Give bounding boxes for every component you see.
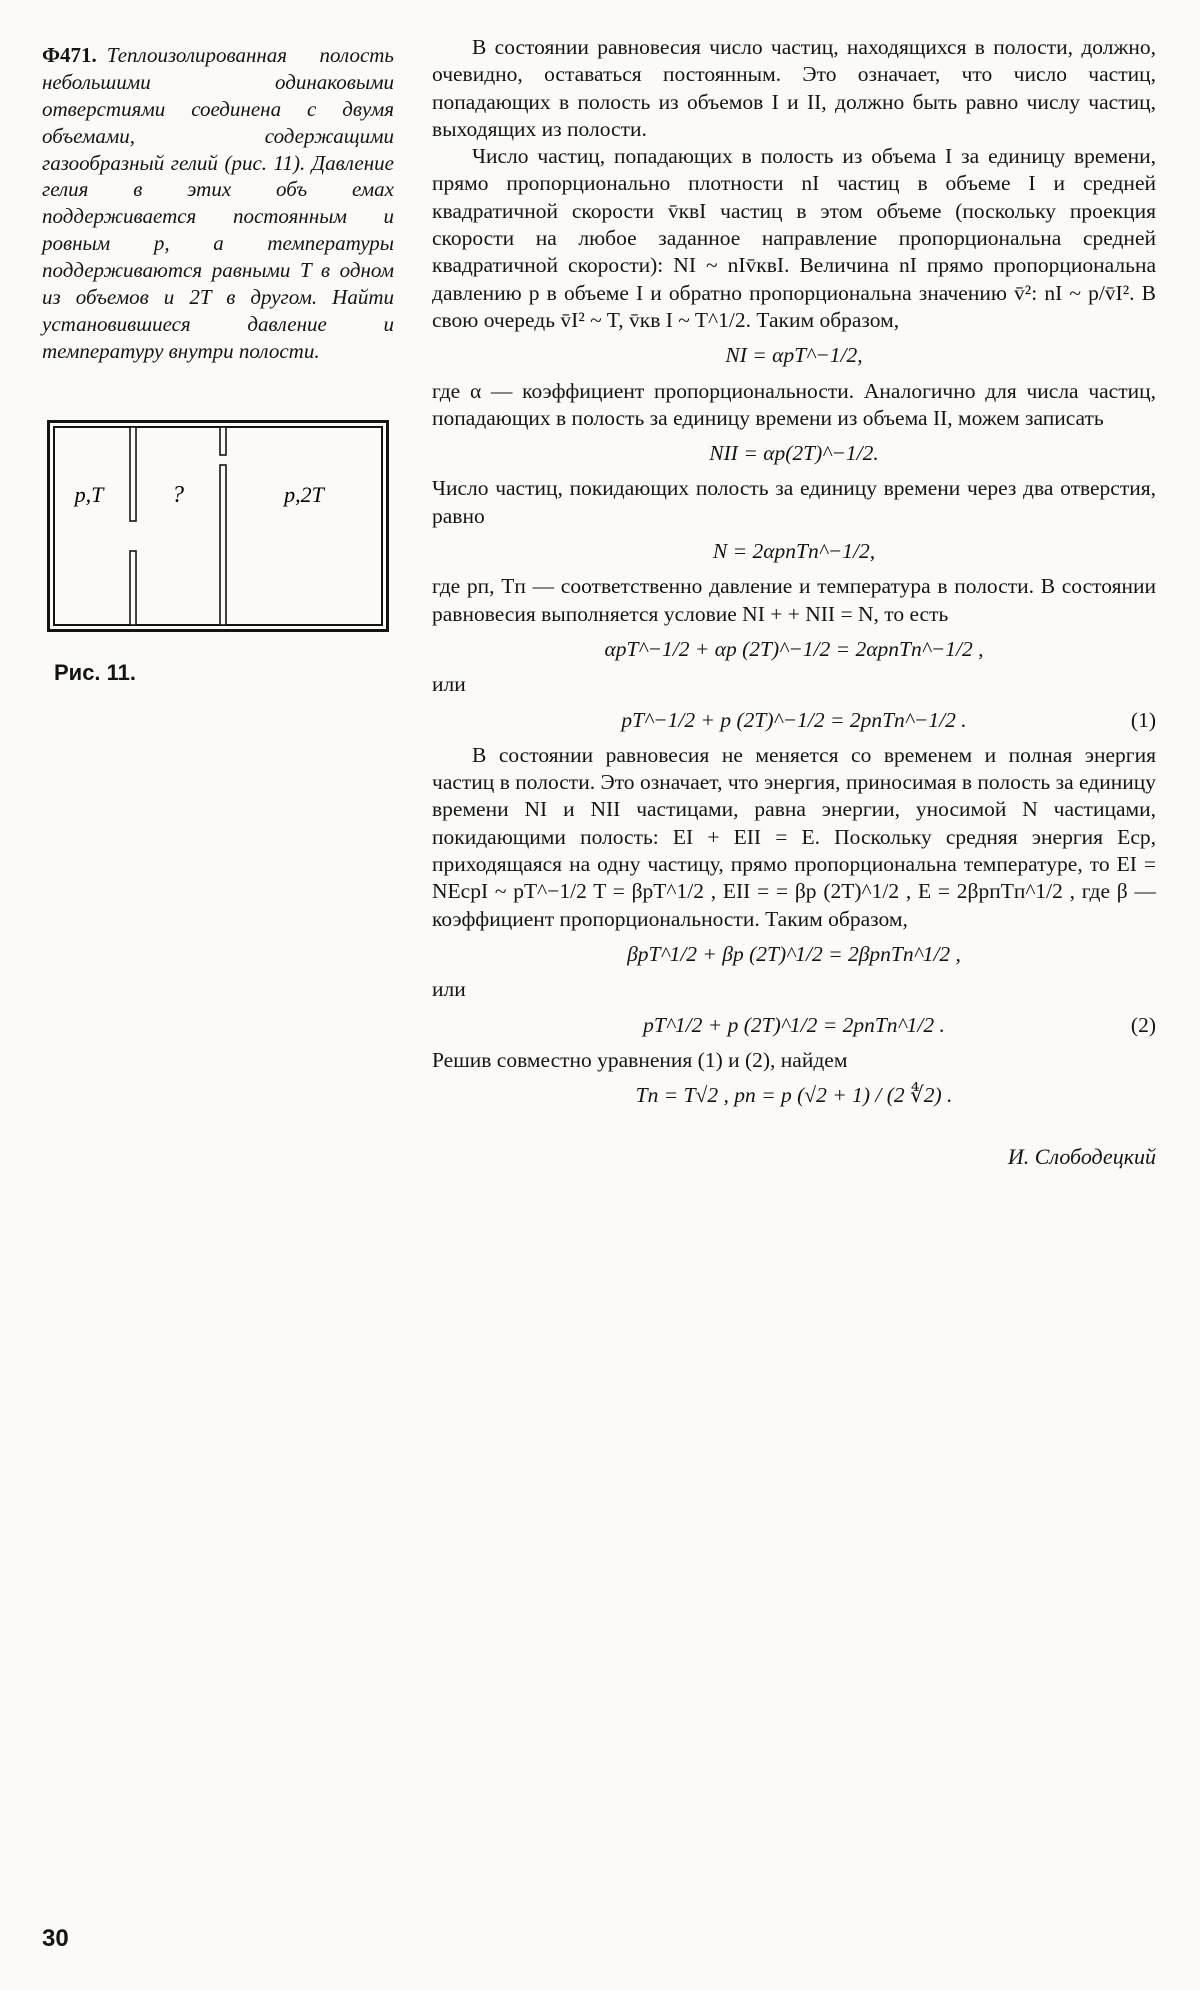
author-signature: И. Слободецкий bbox=[1007, 1144, 1156, 1170]
equation-answer: Tп = T√2 , pп = p (√2 + 1) / (2 ∜2) . bbox=[635, 1083, 953, 1108]
solution-paragraph-3: где α — коэффициент пропорциональности. Аналогично для числа частиц, попадающих в полость за единицу времени из объема II, можем записать bbox=[432, 378, 1156, 430]
equation-2-number: (2) bbox=[1130, 1012, 1156, 1037]
connector-word-1: или bbox=[432, 672, 466, 697]
cavity-label: ? bbox=[172, 482, 184, 508]
equation-2: pT^1/2 + p (2T)^1/2 = 2pпTп^1/2 . bbox=[643, 1012, 945, 1037]
equation-1-row bbox=[432, 707, 1156, 734]
right-wall-lower bbox=[220, 465, 226, 625]
figure-caption: Рис. 11. bbox=[54, 660, 137, 685]
figure-inner-frame bbox=[54, 427, 382, 625]
solution-paragraph-4: Число частиц, покидающих полость за единицу времени через два отверстия, равно bbox=[432, 476, 1156, 528]
left-wall-upper bbox=[130, 427, 136, 521]
problem-text: Теплоизолированная полость небольшими одинаковыми отверстиями соединена с двумя объемами, содержащими газообразный гелий (рис. 11). Давление гелия в этих объ емах поддерживается постоянным и ровным p, а температуры поддерживаются равными T в одном из объемов и 2T в другом. Найти установившиеся давление и температуру внутри полости. bbox=[42, 43, 394, 363]
right-volume-label: p,2T bbox=[284, 482, 324, 507]
equation-n: N = 2αpпTп^−1/2, bbox=[712, 539, 876, 564]
left-wall-lower bbox=[130, 551, 136, 625]
equation-n1: NI = αpT^−1/2, bbox=[725, 343, 863, 368]
equation-1: pT^−1/2 + p (2T)^−1/2 = 2pпTп^−1/2 . bbox=[621, 707, 967, 732]
solution-paragraph-6: В состоянии равновесия не меняется со временем и полная энергия частиц в полости. Это означает, что энергия, приносимая в полость за единицу времени NI и NII частицами, равна энергии, уносимой N частицами, покидающими полость: EI + EII = E. Поскольку средняя энергия Eср, приходящаяся на одну частицу, прямо пропорциональна температуре, то EI = NEсрI ~ pT^−1/2 T = βpT^1/2 , EII = = βp (2T)^1/2 , E = 2βpпTп^1/2 , где β — коэффициент пропорциональности. Таким образом, bbox=[432, 742, 1156, 931]
equation-balance: αpT^−1/2 + αp (2T)^−1/2 = 2αpпTп^−1/2 , bbox=[604, 636, 984, 661]
solution-paragraph-7: Решив совместно уравнения (1) и (2), найдем bbox=[432, 1047, 848, 1072]
right-wall-upper bbox=[220, 427, 226, 455]
problem-column bbox=[42, 42, 394, 685]
solution-paragraph-1: В состоянии равновесия число частиц, находящихся в полости, должно, очевидно, оставаться постоянным. Это означает, что число частиц, попадающих в полость из объемов I и II, должно быть равно числу частиц, выходящих из полости. bbox=[432, 35, 1156, 141]
equation-2-row bbox=[432, 1012, 1156, 1039]
figure-11 bbox=[47, 420, 389, 632]
equation-1-number: (1) bbox=[1130, 707, 1156, 732]
connector-word-2: или bbox=[432, 977, 466, 1002]
problem-number: Ф471. bbox=[42, 43, 97, 67]
left-volume-label: p,T bbox=[74, 482, 104, 507]
equation-energy: βpT^1/2 + βp (2T)^1/2 = 2βpпTп^1/2 , bbox=[627, 941, 961, 966]
solution-paragraph-2: Число частиц, попадающих в полость из объема I за единицу времени, прямо пропорционально плотности nI частиц в объеме I и средней квадратичной скорости v̄квI частиц в этом объеме (поскольку проекция скорости на любое заданное направление пропорциональна средней квадратичной скорости): NI ~ nIv̄квI. Величина nI прямо пропорциональна давлению p в объеме I и обратно пропорциональна значению v̄²: nI ~ p/v̄I². В свою очередь v̄I² ~ T, v̄кв I ~ T^1/2. Таким образом, bbox=[432, 144, 1156, 332]
solution-paragraph-5: где pп, Tп — соответственно давление и температура в полости. В состоянии равновесия выполняется условие NI + + NII = N, то есть bbox=[432, 574, 1156, 626]
problem-statement bbox=[42, 42, 394, 365]
page-number: 30 bbox=[42, 1925, 69, 1952]
figure-outer-frame bbox=[49, 422, 388, 631]
equation-n2: NII = αp(2T)^−1/2. bbox=[709, 441, 879, 466]
solution-column bbox=[432, 34, 1156, 1193]
